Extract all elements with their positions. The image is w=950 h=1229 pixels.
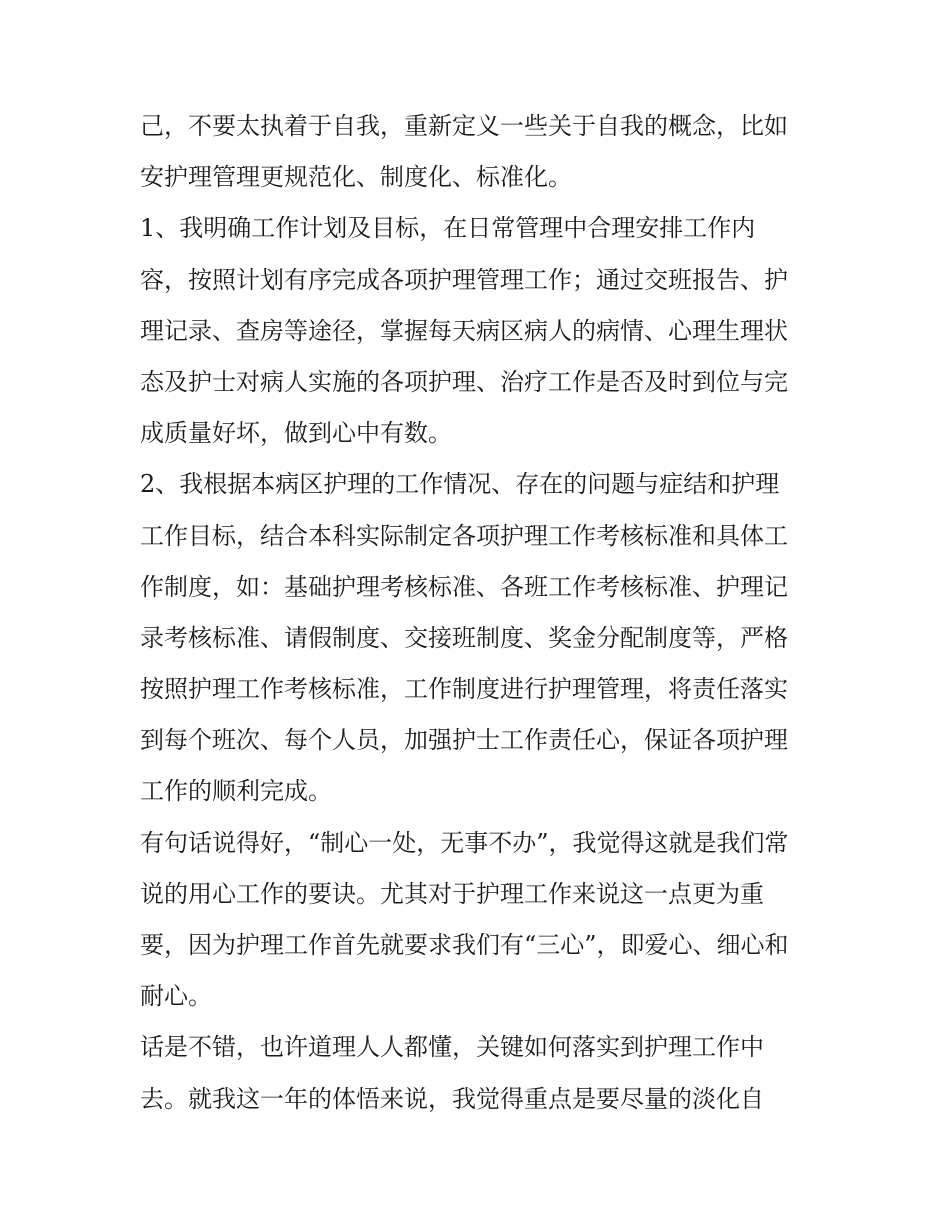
text-line: 去。就我这一年的体悟来说，我觉得重点是要尽量的淡化自	[140, 1084, 764, 1113]
text-line: 容，按照计划有序完成各项护理管理工作；通过交班报告、护	[140, 265, 788, 294]
text-line: 2、我根据本病区护理的工作情况、存在的问题与症结和护理	[140, 470, 780, 499]
text-line: 话是不错，也许道理人人都懂，关键如何落实到护理工作中	[140, 1033, 764, 1062]
text-line: 工作目标，结合本科实际制定各项护理工作考核标准和具体工	[140, 521, 788, 550]
text-line: 安护理管理更规范化、制度化、标准化。	[140, 163, 572, 192]
document-body	[140, 101, 820, 1125]
text-line: 按照护理工作考核标准，工作制度进行护理管理，将责任落实	[140, 675, 788, 704]
text-line: 耐心。	[140, 982, 212, 1011]
text-line: 到每个班次、每个人员，加强护士工作责任心，保证各项护理	[140, 726, 788, 755]
text-line: 态及护士对病人实施的各项护理、治疗工作是否及时到位与完	[140, 367, 788, 396]
text-line: 工作的顺利完成。	[140, 777, 332, 806]
text-line: 有句话说得好，“制心一处，无事不办”，我觉得这就是我们常	[140, 828, 789, 857]
text-line: 说的用心工作的要诀。尤其对于护理工作来说这一点更为重	[140, 879, 764, 908]
text-line: 录考核标准、请假制度、交接班制度、奖金分配制度等，严格	[140, 623, 788, 652]
text-line: 作制度，如：基础护理考核标准、各班工作考核标准、护理记	[140, 572, 788, 601]
text-line: 己，不要太执着于自我，重新定义一些关于自我的概念，比如	[140, 112, 788, 140]
text-line: 成质量好坏，做到心中有数。	[140, 419, 452, 448]
text-line: 要，因为护理工作首先就要求我们有“三心”，即爱心、细心和	[140, 931, 789, 959]
text-line: 理记录、查房等途径，掌握每天病区病人的病情、心理生理状	[140, 316, 788, 345]
text-line: 1、我明确工作计划及目标，在日常管理中合理安排工作内	[140, 214, 756, 243]
